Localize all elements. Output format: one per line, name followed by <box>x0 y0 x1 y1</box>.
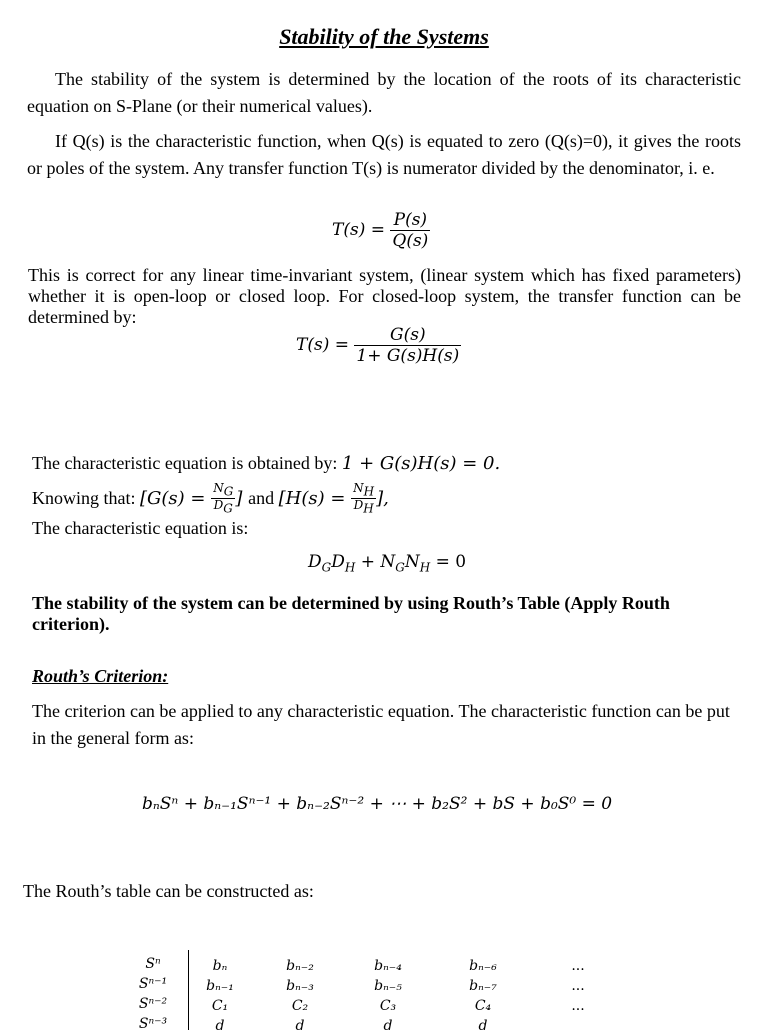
routh-cell: ... <box>571 998 585 1014</box>
eq3-n1: N <box>380 552 396 572</box>
g-close: ] <box>235 487 243 509</box>
routh-cell: C₁ <box>211 998 229 1014</box>
ng-sub: G <box>223 484 234 499</box>
routh-cell: ... <box>571 958 585 974</box>
routh-cell: bₙ₋₄ <box>374 958 402 974</box>
h-open: [H(s) = <box>278 487 346 509</box>
knowing-that-line <box>32 482 389 516</box>
routh-cell: d <box>478 1018 488 1034</box>
characteristic-eq-line <box>32 453 500 474</box>
eq3-n2: N <box>404 552 420 572</box>
transfer-function-equation <box>332 210 430 251</box>
ng-n: N <box>213 481 224 495</box>
routh-cell: C₃ <box>379 998 397 1014</box>
lti-paragraph: This is correct for any linear time-invariant system, (linear system which has fixed parameters) whether it is open-loop or closed loop. For closed-loop system, the transfer function can be determined by: <box>28 265 741 327</box>
routh-cell: Sⁿ <box>145 956 161 972</box>
routh-cell: Sⁿ⁻³ <box>138 1016 168 1032</box>
page-title: Stability of the Systems <box>279 24 489 49</box>
eq1-lhs: T(s) = <box>332 220 385 240</box>
routh-cell: d <box>215 1018 225 1034</box>
h-close: ], <box>376 487 389 509</box>
routh-cell: C₄ <box>474 998 492 1014</box>
general-form-equation: bₙSⁿ + bₙ₋₁Sⁿ⁻¹ + bₙ₋₂Sⁿ⁻² + ⋯ + b₂S² + bS + b₀S⁰ = 0 <box>142 794 613 814</box>
routh-column-1 <box>195 956 245 1036</box>
routh-column-4 <box>453 956 513 1036</box>
eq3-d2: D <box>331 552 345 572</box>
eq3-h2: H <box>419 560 431 575</box>
closed-loop-equation <box>296 325 461 366</box>
routh-cell: Sⁿ⁻¹ <box>138 976 168 992</box>
dh-sub: H <box>363 501 374 516</box>
characteristic-equation <box>308 552 466 574</box>
routh-column-ellipsis <box>558 956 598 1016</box>
eq3-h1: H <box>344 560 356 575</box>
characteristic-function-paragraph: If Q(s) is the characteristic function, when Q(s) is equated to zero (Q(s)=0), it gives the roots or poles of the system. Any transfer function T(s) is numerator divided by the denominator, i. e. <box>27 131 741 178</box>
characteristic-eq-label: The characteristic equation is: <box>32 518 249 538</box>
dg-d: D <box>213 498 224 513</box>
dh-d: D <box>353 498 364 513</box>
routh-cell: bₙ₋₃ <box>286 978 314 994</box>
eq2-lhs: T(s) = <box>296 335 349 355</box>
knowing-that-text: Knowing that: <box>32 487 136 508</box>
intro-paragraph: The stability of the system is determined by the location of the roots of its characteristic equation on S-Plane (or their numerical values). <box>27 69 741 116</box>
routh-cell: bₙ₋₅ <box>374 978 402 994</box>
routh-table-intro: The Routh’s table can be constructed as: <box>23 881 314 901</box>
eq1-denominator: Q(s) <box>392 231 429 251</box>
routh-cell: bₙ₋₁ <box>206 978 234 994</box>
characteristic-eq-text: The characteristic equation is obtained by: <box>32 453 338 473</box>
characteristic-eq-math: 1 + G(s)H(s) = 0. <box>341 453 501 474</box>
routh-table-paragraph: The stability of the system can be determined by using Routh’s Table (Apply Routh criterion). <box>32 593 670 634</box>
routh-cell: bₙ₋₆ <box>469 958 497 974</box>
routh-cell: ... <box>571 978 585 994</box>
eq3-plus: + <box>355 552 381 572</box>
eq3-equals: = 0 <box>430 552 467 572</box>
routh-powers-column <box>128 954 178 1034</box>
routh-divider <box>188 950 189 1030</box>
routh-column-2 <box>270 956 330 1036</box>
nh-n: N <box>353 481 364 495</box>
eq3-d1: D <box>308 552 322 572</box>
routh-cell: Sⁿ⁻² <box>138 996 168 1012</box>
routh-cell: bₙ <box>212 958 228 974</box>
routh-criterion-heading: Routh’s Criterion: <box>32 666 169 686</box>
g-open: [G(s) = <box>140 487 206 509</box>
eq2-numerator: G(s) <box>390 325 426 345</box>
dg-sub: G <box>223 501 233 516</box>
routh-cell: C₂ <box>291 998 309 1014</box>
eq2-denominator: 1+ G(s)H(s) <box>356 346 460 366</box>
routh-cell: d <box>383 1018 393 1034</box>
criterion-paragraph: The criterion can be applied to any characteristic equation. The characteristic function can be put in the general form as: <box>32 701 730 748</box>
routh-cell: bₙ₋₂ <box>286 958 314 974</box>
eq1-numerator: P(s) <box>393 210 428 230</box>
routh-column-3 <box>358 956 418 1036</box>
and-text: and <box>248 487 275 508</box>
eq3-g1: G <box>321 560 332 575</box>
routh-cell: d <box>295 1018 305 1034</box>
nh-sub: H <box>363 484 375 499</box>
eq3-g2: G <box>395 560 405 575</box>
routh-cell: bₙ₋₇ <box>469 978 497 994</box>
